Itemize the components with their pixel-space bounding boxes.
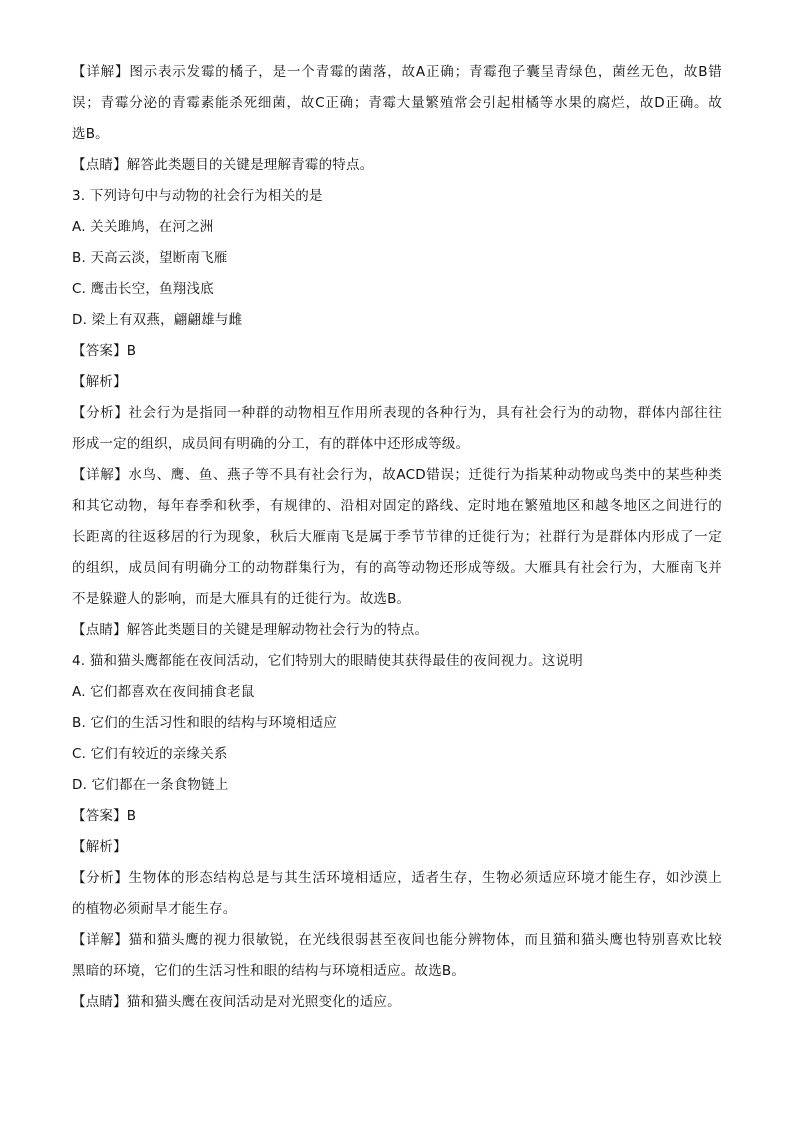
question-4-stem: 4. 猫和猫头鹰都能在夜间活动，它们特别大的眼睛使其获得最佳的夜间视力。这说明 — [72, 653, 583, 669]
text-line: 【详解】猫和猫头鹰的视力很敏锐，在光线很弱甚至夜间也能分辨物体，而且猫和猫头鹰也特别喜欢比较 — [72, 932, 722, 948]
text-line: 【详解】图示表示发霉的橘子，是一个青霉的菌落，故A正确；青霉孢子囊呈青绿色，菌丝无色，故B错 — [72, 64, 722, 80]
text-line: 【分析】社会行为是指同一种群的动物相互作用所表现的各种行为，具有社会行为的动物，群体内部往往 — [72, 405, 722, 421]
answer-label: 【答案】B — [72, 343, 137, 359]
text-line: 的植物必须耐旱才能生存。 — [72, 901, 237, 917]
option-b: B. 天高云淡，望断南飞雁 — [72, 250, 228, 266]
option-c: C. 鹰击长空，鱼翔浅底 — [72, 281, 214, 297]
option-d: D. 梁上有双燕，翩翩雄与雌 — [72, 312, 243, 328]
option-a: A. 关关雎鸠，在河之洲 — [72, 219, 214, 235]
analysis-label: 【解析】 — [72, 839, 127, 855]
text-line: 【详解】水鸟、鹰、鱼、燕子等不具有社会行为，故ACD错误；迁徙行为指某种动物或鸟类中的某些种类 — [72, 467, 722, 483]
text-line: 和其它动物，每年春季和秋季，有规律的、沿相对固定的路线、定时地在繁殖地区和越冬地区之间进行的 — [72, 498, 722, 514]
option-d: D. 它们都在一条食物链上 — [72, 777, 229, 793]
text-line: 【点睛】解答此类题目的关键是理解青霉的特点。 — [72, 157, 374, 173]
text-line: 【点睛】解答此类题目的关键是理解动物社会行为的特点。 — [72, 622, 429, 638]
analysis-label: 【解析】 — [72, 374, 127, 390]
text-line: 不是躲避人的影响，而是大雁具有的迁徙行为。故选B。 — [72, 591, 411, 607]
option-c: C. 它们有较近的亲缘关系 — [72, 746, 228, 762]
answer-label: 【答案】B — [72, 808, 137, 824]
text-line: 黑暗的环境，它们的生活习性和眼的结构与环境相适应。故选B。 — [72, 963, 466, 979]
text-line: 形成一定的组织，成员间有明确的分工，有的群体中还形成等级。 — [72, 436, 470, 452]
document-body — [72, 62, 722, 1023]
text-line: 【点睛】猫和猫头鹰在夜间活动是对光照变化的适应。 — [72, 994, 401, 1010]
option-b: B. 它们的生活习性和眼的结构与环境相适应 — [72, 715, 338, 731]
text-line: 长距离的往返移居的行为现象，秋后大雁南飞是属于季节节律的迁徙行为；社群行为是群体内形成了一定 — [72, 529, 722, 545]
text-line: 选B。 — [72, 126, 109, 142]
text-line: 误；青霉分泌的青霉素能杀死细菌，故C正确；青霉大量繁殖常会引起柑橘等水果的腐烂，故D正确。故 — [72, 95, 722, 111]
text-line: 【分析】生物体的形态结构总是与其生活环境相适应，适者生存，生物必须适应环境才能生存，如沙漠上 — [72, 870, 722, 886]
option-a: A. 它们都喜欢在夜间捕食老鼠 — [72, 684, 255, 700]
text-line: 的组织，成员间有明确分工的动物群集行为，有的高等动物还形成等级。大雁具有社会行为，大雁南飞并 — [72, 560, 722, 576]
question-3-stem: 3. 下列诗句中与动物的社会行为相关的是 — [72, 188, 323, 204]
